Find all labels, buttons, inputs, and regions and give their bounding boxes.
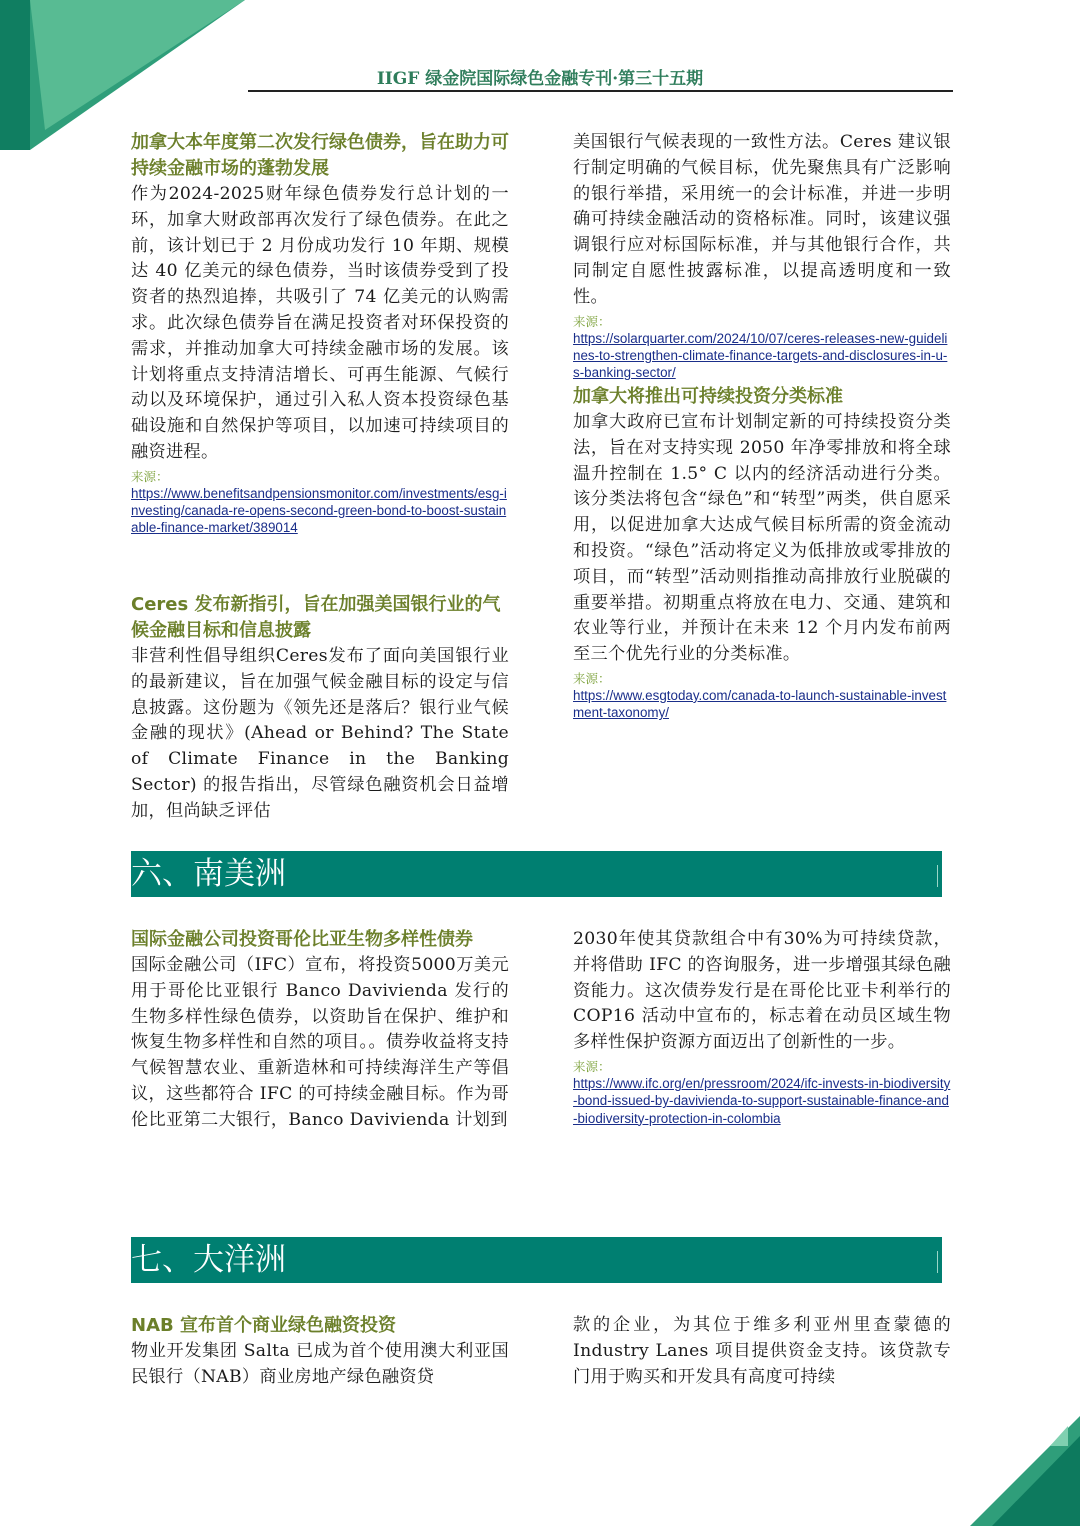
source-label: 来源： <box>573 1058 611 1074</box>
article-ifc-biodiversity-bond-continued <box>573 927 951 1127</box>
section-title: 六、南美洲 <box>131 856 286 892</box>
source-label: 来源： <box>131 468 169 484</box>
article-ceres-guidance-continued <box>573 130 951 381</box>
article-body: 作为2024-2025财年绿色债券发行总计划的一环，加拿大财政部再次发行了绿色债券。在此之前，该计划已于 2 月份成功发行 10 年期、规模达 40 亿美元的绿色债券，当时该债券受到了投资者的热烈追捧，共吸引了 74 亿美元的认购需求。此次绿色债券旨在满足投资者对环保投资的需求，并推动加拿大可持续金融市场的发展。该计划将重点支持清洁增长、可再生能源、气候行动以及环境保护，通过引入私人资本投资绿色基础设施和自然保护等项目，以加速可持续项目的融资进程。 <box>131 184 509 462</box>
article-title: 国际金融公司投资哥伦比亚生物多样性债券 <box>131 929 473 950</box>
source-label: 来源： <box>573 313 611 329</box>
band-divider <box>937 865 938 887</box>
corner-decoration-bottom-right <box>970 1416 1080 1526</box>
section-header-oceania <box>131 1237 942 1283</box>
section-title: 七、大洋洲 <box>131 1242 286 1278</box>
article-title: 加拿大将推出可持续投资分类标准 <box>573 386 843 407</box>
article-body: 加拿大政府已宣布计划制定新的可持续投资分类法，旨在对支持实现 2050 年净零排放和将全球温升控制在 1.5° C 以内的经济活动进行分类。该分类法将包含“绿色”和“转型”两类，供自愿采用，以促进加拿大达成气候目标所需的资金流动和投资。“绿色”活动将定义为低排放或零排放的项目，而“转型”活动则指推动高排放行业脱碳的重要举措。初期重点将放在电力、交通、建筑和农业等行业，并预计在未来 12 个月内发布前两至三个优先行业的分类标准。 <box>573 412 951 665</box>
corner-decoration-top-left <box>0 0 260 150</box>
header-rule <box>248 90 953 92</box>
source-link[interactable]: https://www.benefitsandpensionsmonitor.com/investments/esg-investing/canada-re-opens-second-green-bond-to-boost-sustainable-finance-market/389014 <box>131 485 507 536</box>
section-header-south-america <box>131 851 942 897</box>
article-title: NAB 宣布首个商业绿色融资投资 <box>131 1315 396 1336</box>
article-canada-taxonomy <box>573 384 951 722</box>
article-nab-green-finance-continued <box>573 1313 951 1390</box>
article-title: Ceres 发布新指引，旨在加强美国银行业的气候金融目标和信息披露 <box>131 594 501 641</box>
article-body-part1: 物业开发集团 Salta 已成为首个使用澳大利亚国民银行（NAB）商业房地产绿色融资贷 <box>131 1341 509 1387</box>
source-link[interactable]: https://www.esgtoday.com/canada-to-launch-sustainable-investment-taxonomy/ <box>573 687 947 721</box>
article-title: 加拿大本年度第二次发行绿色债券，旨在助力可持续金融市场的蓬勃发展 <box>131 132 509 179</box>
article-body-part2: 2030年使其贷款组合中有30%为可持续贷款，并将借助 IFC 的咨询服务，进一步增强其绿色融资能力。这次债券发行是在哥伦比亚卡利举行的 COP16 活动中宣布的，标志着在动员区域生物多样性保护资源方面迈出了创新性的一步。 <box>573 929 951 1053</box>
article-body-part1: 国际金融公司（IFC）宣布，将投资5000万美元用于哥伦比亚银行 Banco Davivienda 发行的生物多样性绿色债券，以资助旨在保护、维护和恢复生物多样性和自然的项目。。债券收益将支持气候智慧农业、重新造林和可持续海洋生产等倡议，这些都符合 IFC 的可持续金融目标。作为哥伦比亚第二大银行，Banco Davivienda 计划到 <box>131 955 509 1130</box>
article-ceres-guidance <box>131 592 509 825</box>
band-divider <box>937 1251 938 1273</box>
source-label: 来源： <box>573 670 611 686</box>
article-body-part2: 款的企业，为其位于维多利亚州里查蒙德的 Industry Lanes 项目提供资金支持。该贷款专门用于购买和开发具有高度可持续 <box>573 1315 951 1387</box>
source-link[interactable]: https://solarquarter.com/2024/10/07/ceres-releases-new-guidelines-to-strengthen-climate-finance-targets-and-disclosures-in-u-s-banking-sector/ <box>573 330 948 381</box>
article-nab-green-finance <box>131 1313 509 1391</box>
article-body-part1: 非营利性倡导组织Ceres发布了面向美国银行业的最新建议，旨在加强气候金融目标的设定与信息披露。这份题为《领先还是落后？银行业气候金融的现状》(Ahead or Behind? The State of Climate Finance in the Banking Sector) 的报告指出，尽管绿色融资机会日益增加，但尚缺乏评估 <box>131 646 509 821</box>
article-body-part2: 美国银行气候表现的一致性方法。Ceres 建议银行制定明确的气候目标，优先聚焦具有广泛影响的银行举措，采用统一的会计标准，并进一步明确可持续金融活动的资格标准。同时，该建议强调银行应对标国际标准，并与其他银行合作，共同制定自愿性披露标准，以提高透明度和一致性。 <box>573 132 951 307</box>
header-title: IIGF 绿金院国际绿色金融专刊·第三十五期 <box>376 69 704 89</box>
article-canada-green-bond <box>131 130 509 537</box>
source-link[interactable]: https://www.ifc.org/en/pressroom/2024/ifc-invests-in-biodiversity-bond-issued-by-davivienda-to-support-sustainable-finance-and-biodiversity-protection-in-colombia <box>573 1075 951 1126</box>
article-ifc-biodiversity-bond <box>131 927 509 1134</box>
